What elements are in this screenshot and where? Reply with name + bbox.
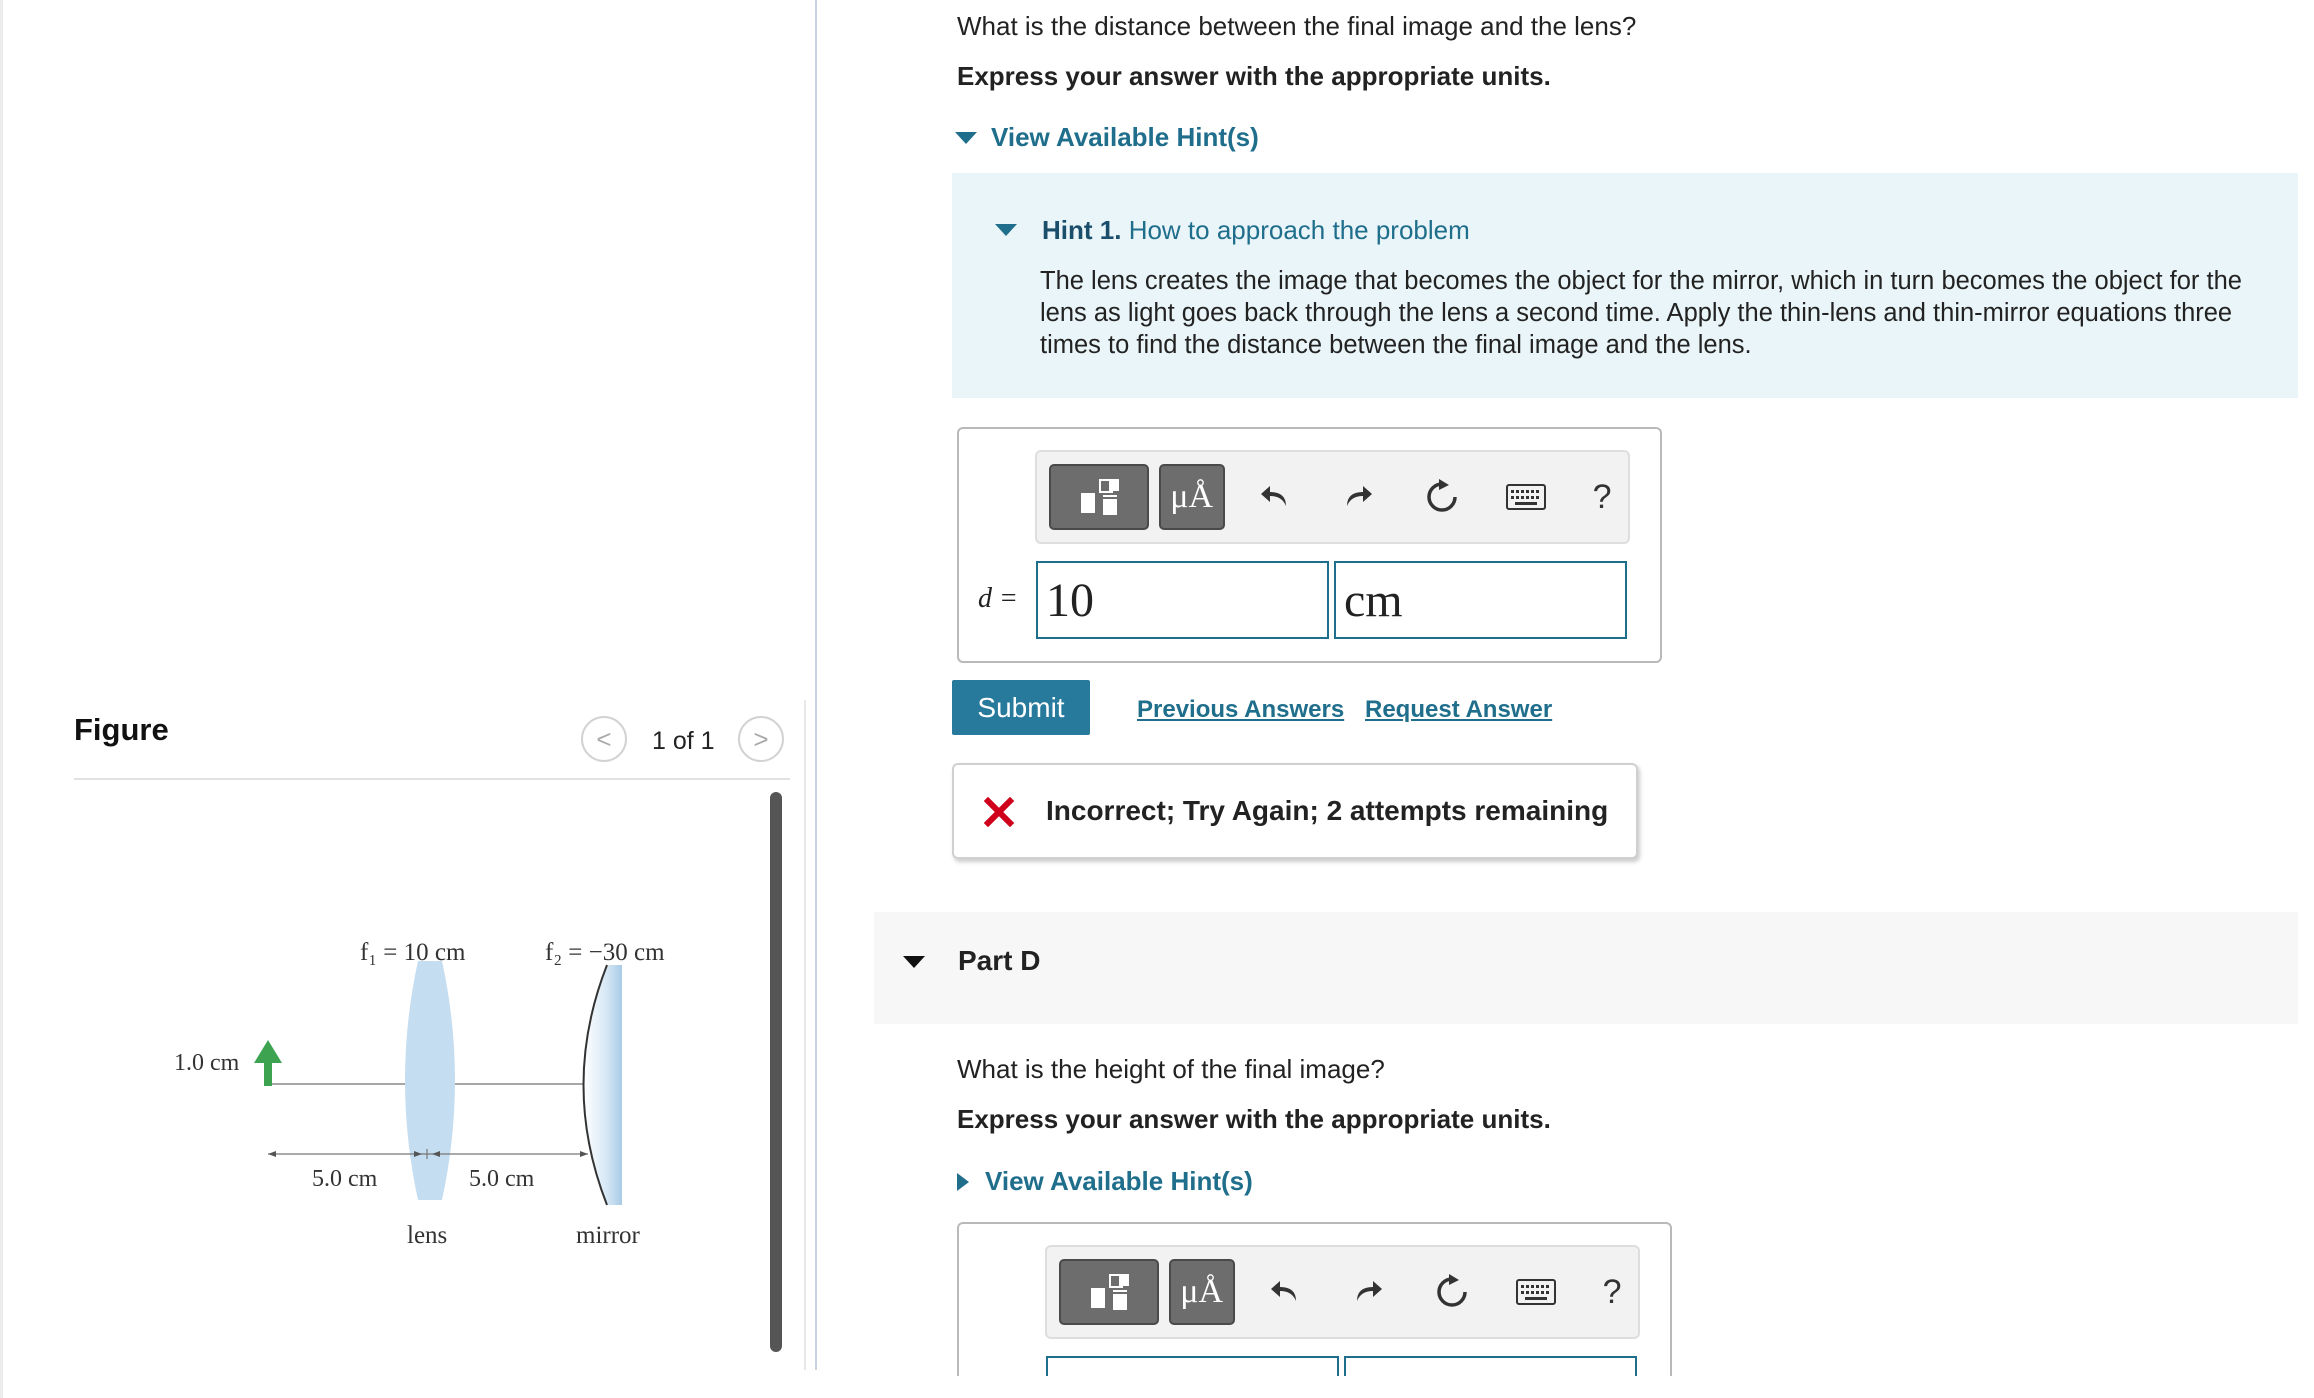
value-input[interactable]: 10 [1036, 561, 1329, 639]
mirror-shape [584, 965, 623, 1205]
object-arrow-icon [254, 1040, 282, 1063]
part-d-header[interactable] [874, 912, 2298, 1024]
help-button[interactable]: ? [1592, 477, 1612, 516]
hint-collapse-icon[interactable] [995, 224, 1017, 236]
figure-scroll-track [804, 700, 806, 1370]
previous-figure-button[interactable] [581, 716, 627, 762]
lens-label: lens [407, 1222, 448, 1249]
request-answer-link[interactable]: Request Answer [1365, 696, 1553, 723]
part-d-view-hints-toggle[interactable] [957, 1166, 1253, 1197]
part-d-view-hints-label[interactable]: View Available Hint(s) [985, 1166, 1253, 1196]
pane-divider[interactable] [815, 0, 817, 1370]
part-d-help-button[interactable]: ? [1602, 1272, 1622, 1311]
variable-label: d = [978, 583, 1018, 614]
figure-title: Figure [74, 712, 169, 747]
units-button[interactable]: μÅ [1159, 464, 1225, 530]
figure-counter: 1 of 1 [652, 727, 715, 755]
object-arrow-shaft [264, 1060, 272, 1086]
keyboard-icon[interactable] [1510, 1266, 1562, 1318]
object-height-label: 1.0 cm [174, 1050, 240, 1076]
reset-icon[interactable] [1416, 471, 1468, 523]
answer-instruction: Express your answer with the appropriate units. [957, 61, 1551, 91]
undo-icon[interactable] [1259, 1266, 1311, 1318]
chevron-right-icon: > [753, 723, 769, 754]
reset-icon[interactable] [1426, 1266, 1478, 1318]
chevron-left-icon: < [596, 723, 612, 754]
submit-button[interactable]: Submit [952, 680, 1090, 735]
view-hints-label[interactable]: View Available Hint(s) [991, 122, 1259, 152]
error-x-icon [984, 797, 1014, 827]
mirror-label: mirror [576, 1222, 640, 1249]
caret-down-icon [955, 132, 977, 144]
f1-label: f₁ = 10 cm [360, 939, 466, 966]
part-d-instruction: Express your answer with the appropriate units. [957, 1104, 1551, 1134]
optics-diagram [160, 910, 720, 1250]
part-d-caret-down-icon[interactable] [903, 956, 925, 968]
distance-left-label: 5.0 cm [312, 1166, 378, 1192]
part-d-units-input[interactable] [1344, 1356, 1637, 1376]
figure-divider [74, 778, 790, 780]
f2-label: f₂ = −30 cm [545, 939, 665, 966]
part-d-title[interactable]: Part D [958, 945, 1041, 976]
hint-title-text: How to approach the problem [1128, 215, 1470, 245]
undo-icon[interactable] [1249, 471, 1301, 523]
caret-right-icon [957, 1173, 969, 1191]
view-hints-toggle[interactable] [955, 122, 1259, 153]
templates-button[interactable] [1049, 464, 1149, 530]
hint-body: The lens creates the image that becomes the object for the mirror, which in turn becomes the object for the lens as light goes back through the lens a second time. Apply the thin-lens and thin-mirror equations three times to find the distance between the final image and the lens. [1040, 267, 2242, 359]
math-toolbar [1035, 450, 1630, 544]
hint-number: Hint 1. [1042, 215, 1122, 245]
units-input[interactable]: cm [1334, 561, 1627, 639]
question-text: What is the distance between the final image and the lens? [957, 11, 1637, 41]
previous-answers-link[interactable]: Previous Answers [1137, 696, 1345, 723]
lens-shape [405, 961, 455, 1200]
keyboard-icon[interactable] [1500, 471, 1552, 523]
part-d-units-button[interactable]: μÅ [1169, 1259, 1235, 1325]
hint-title[interactable] [1042, 215, 1470, 246]
templates-icon [1089, 1272, 1129, 1312]
part-d-question: What is the height of the final image? [957, 1054, 1385, 1084]
feedback-text: Incorrect; Try Again; 2 attempts remaining [1046, 795, 1609, 826]
part-d-templates-button[interactable] [1059, 1259, 1159, 1325]
part-d-value-input[interactable] [1046, 1356, 1339, 1376]
redo-icon[interactable] [1343, 1266, 1395, 1318]
figure-scrollbar[interactable] [770, 792, 782, 1352]
part-d-math-toolbar [1045, 1245, 1640, 1339]
redo-icon[interactable] [1333, 471, 1385, 523]
distance-right-label: 5.0 cm [469, 1166, 535, 1192]
feedback-box [952, 763, 1638, 859]
templates-icon [1079, 477, 1119, 517]
next-figure-button[interactable] [738, 716, 784, 762]
